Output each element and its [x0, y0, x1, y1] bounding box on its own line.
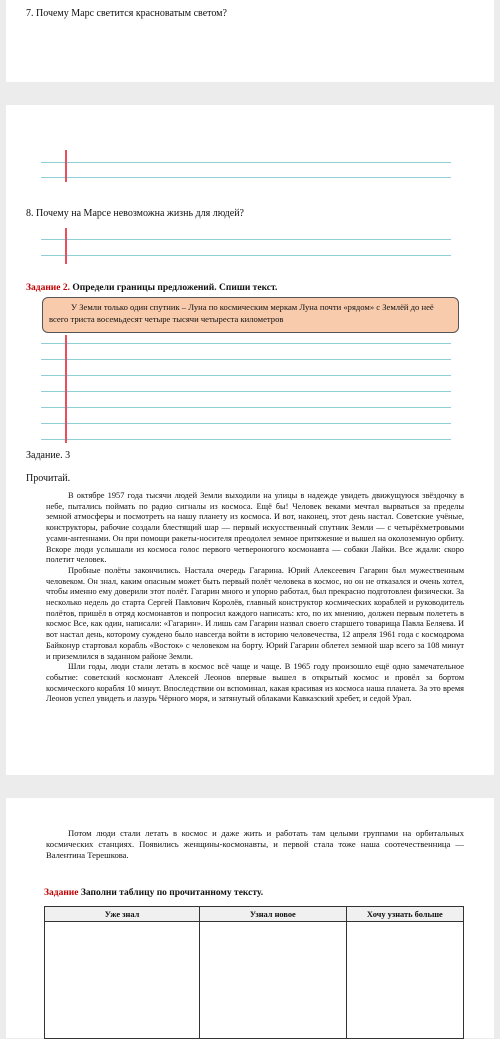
task-2-text: У Земли только один спутник – Луна по космическим меркам Луна почти «рядом» с Землёй до неё всего триста восемьдесят четыре тысячи четыреста километров	[49, 302, 434, 324]
worksheet-page-3	[6, 798, 494, 1038]
reading-paragraph: Пробные полёты закончились. Настала очередь Гагарина. Юрий Алексеевич Гагарин был мужественным человеком. Он знал, каким опасным может быть первый полёт человека в космос, но он не отказался и очень хотел, чтобы именно ему доверили этот полёт. Гагарин много и упорно работал, был прекрасно подготовлен физически. За несколько недель до старта Сергей Павлович Королёв, главный конструктор космических кораблей и руководитель полётов, пришёл в отряд космонавтов и попросил каждого написать: кто, по их мнению, должен первым полететь в космос Все, как один, написали: «Гагарин». И лишь сам Гагарин назвал своего старшего товарища Павла Беляева. И вот настал день, которому суждено было навсегда войти в историю человечества, 12 апреля 1961 года с космодрома Байконур стартовал корабль «Восток» с человеком на борту. Юрий Гагарин облетел земной шар всего за 108 минут и приземлился в заданном районе Земли.	[46, 565, 464, 661]
reading-text	[46, 491, 464, 705]
table-task-instruction: Заполни таблицу по прочитанному тексту.	[80, 888, 264, 898]
worksheet-page-1	[6, 0, 494, 82]
reading-paragraph: Шли годы, люди стали летать в космос всё чаще и чаще. В 1965 году произошло ещё одно замечательное событие: советский космонавт Алексей Леонов впервые вышел в открытый космос и провёл за бортом космического корабля 10 минут. Впоследствии он вспоминал, какая красивая из космоса наша планета. За это время Леонов успел увидеть и лазурь Чёрного моря, и затянутый облаками Кавказский хребет, и седой Урал.	[46, 662, 464, 704]
table-task-title	[44, 888, 263, 898]
intro-text	[46, 828, 464, 861]
table-cell-learned[interactable]	[200, 922, 347, 1039]
task-2-text-box	[42, 297, 459, 333]
kwl-table	[44, 906, 464, 1039]
column-header-learned: Узнал новое	[200, 907, 347, 922]
table-task-label: Задание	[44, 888, 79, 898]
question-7: 7. Почему Марс светится красноватым светом?	[26, 8, 227, 19]
column-header-want-to-know: Хочу узнать больше	[346, 907, 463, 922]
task-2-title	[26, 283, 277, 293]
answer-lines-q8[interactable]	[41, 228, 451, 264]
task-2-instruction: Определи границы предложений. Спиши текст.	[72, 283, 278, 293]
task-3-instruction: Прочитай.	[26, 473, 71, 484]
task-2-label: Задание 2.	[26, 283, 70, 293]
intro-paragraph: Потом люди стали летать в космос и даже жить и работать там целыми группами на орбитальных космических станциях. Появились женщины-космонавты, и первой стала тоже наша соотечественница — Валентина Терешкова.	[46, 828, 464, 860]
table-cell-knew[interactable]	[45, 922, 200, 1039]
answer-lines-task-2[interactable]	[41, 335, 451, 443]
worksheet-page-2	[6, 105, 494, 775]
answer-lines-q7[interactable]	[41, 150, 451, 182]
reading-paragraph: В октябре 1957 года тысячи людей Земли выходили на улицы в надежде увидеть движущуюся звёздочку в небе, пытались поймать по радио сигналы из космоса. Ещё бы! Человек веками мечтал вырваться за пределы земной атмосферы и посмотреть на нашу планету из космоса. И вот, наконец, этот день настал. Советские учёные, конструкторы, рабочие создали блестящий шар — первый искусственный спутник Земли — с четырёхметровыми усами-антеннами. Он при помощи ракеты-носителя преодолел земное притяжение и вышел на околоземную орбиту. Вскоре люди услышали из космоса голос первого четвероногого космонавта — собаки Лайки. Все ждали: скоро полетит человек.	[46, 491, 464, 565]
table-cell-want-to-know[interactable]	[346, 922, 463, 1039]
task-3-label: Задание. 3	[26, 450, 71, 461]
question-8: 8. Почему на Марсе невозможна жизнь для людей?	[26, 208, 244, 219]
column-header-knew: Уже знал	[45, 907, 200, 922]
